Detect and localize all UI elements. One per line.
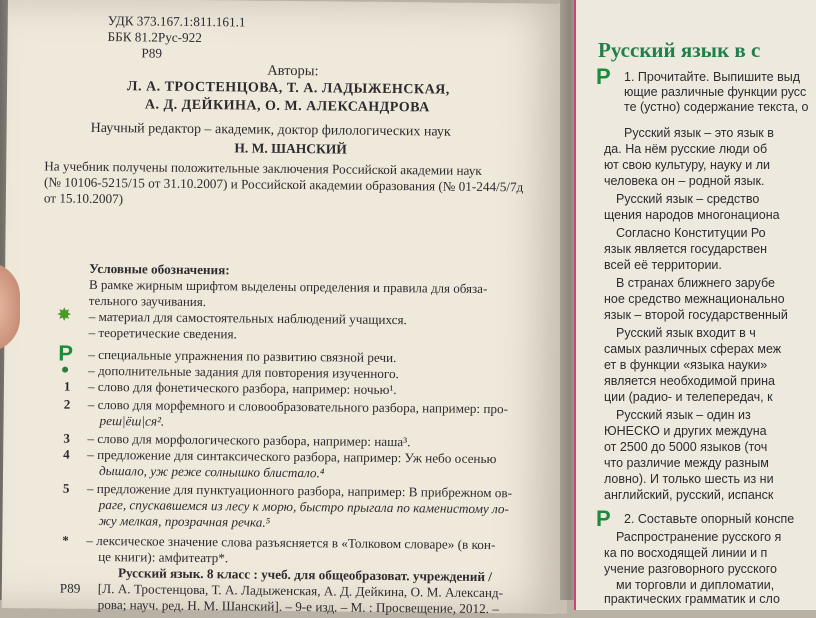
right-page-title: Русский язык в с xyxy=(598,38,761,62)
right-line2-0: 2. Составьте опорный конспе xyxy=(624,512,795,526)
right-line-20: Русский язык – один из xyxy=(616,408,751,422)
legend-item-speech: – специальные упражнения по развитию связной речи. xyxy=(88,346,397,366)
biblio-code: Р89 xyxy=(59,580,81,596)
authors-heading: Авторы: xyxy=(267,62,319,80)
extra-task-dot-icon xyxy=(62,367,68,373)
bbk-line: ББК 81.2Рус-922 xyxy=(107,29,202,46)
right-line-5: ют свою культуру, науку и ли xyxy=(604,158,771,172)
right-line-21: ЮНЕСКО и других междуна xyxy=(604,424,767,438)
right-line2-5: практических грамматик и сло xyxy=(604,592,780,606)
marker-asterisk: * xyxy=(62,532,69,548)
catalog-code: Р89 xyxy=(141,45,163,61)
exercise-2-marker: Р xyxy=(596,506,611,531)
right-line-0: 1. Прочитайте. Выпишите выд xyxy=(624,70,801,84)
speech-exercise-marker: Р xyxy=(58,340,74,366)
right-line-14: язык – второй государственный xyxy=(604,308,788,322)
approval-line-2: (№ 10106-5215/15 от 31.10.2007) и Российской академии образования (№ 01-244/5/7д xyxy=(43,174,524,195)
right-line-22: от 2500 до 5000 языков (точ xyxy=(604,440,768,454)
authors-line-1: Л. А. ТРОСТЕНЦОВА, Т. А. ЛАДЫЖЕНСКАЯ, xyxy=(126,79,450,98)
right-line-18: является необходимой прина xyxy=(604,374,775,388)
right-line-19: ции (радио- и телепередач, к xyxy=(604,390,773,404)
right-line-17: ет в функции «языка науки» xyxy=(604,358,768,372)
right-line2-1: Распространение русского я xyxy=(616,530,782,544)
legend-item-punctuation: – предложение для пунктуационного разбора, например: В прибрежном ов- xyxy=(86,480,513,501)
right-line-12: В странах ближнего зарубе xyxy=(616,276,775,290)
legend-item-morphologic: – слово для морфологического разбора, например: наша³. xyxy=(87,430,411,450)
right-line-11: всей её территории. xyxy=(604,258,722,272)
right-line2-4: ми торговли и дипломатии, xyxy=(616,578,775,592)
right-line-24: ловно). И только шесть из ни xyxy=(604,472,774,486)
editor-name: Н. М. ШАНСКИЙ xyxy=(234,140,347,157)
editor-line: Научный редактор – академик, доктор филологических наук xyxy=(90,120,451,140)
right-line-25: английский, русский, испанск xyxy=(604,488,774,502)
right-line-7: Русский язык – средство xyxy=(616,192,760,206)
right-line-3: Русский язык – это язык в xyxy=(624,126,774,140)
biblio-line-2: [Л. А. Тростенцова, Т. А. Ладыженская, А. Д. Дейкина, О. М. Александ- xyxy=(97,580,504,601)
approval-line-3: от 15.10.2007) xyxy=(43,190,124,207)
legend-item-lexical: – лексическое значение слова разъясняется в «Толковом словаре» (в кон- xyxy=(86,532,496,553)
authors-line-2: А. Д. ДЕЙКИНА, О. М. АЛЕКСАНДРОВА xyxy=(144,97,430,116)
legend-item-observations: – материал для самостоятельных наблюдений учащихся. xyxy=(88,308,407,328)
approval-line-1: На учебник получены положительные заключения Российской академии наук xyxy=(44,158,482,178)
star-marker-icon: ✸ xyxy=(56,304,72,325)
legend-item-review: – дополнительные задания для повторения изученного. xyxy=(88,362,399,382)
udk-line: УДК 373.167.1:811.161.1 xyxy=(107,13,246,30)
right-line-13: ное средство межнационально xyxy=(604,292,785,306)
right-line-4: да. На нём русские люди об xyxy=(604,142,768,156)
right-line-9: Согласно Конституции Ро xyxy=(616,226,766,240)
right-line-1: ющие различные функции русс xyxy=(624,85,807,99)
right-line2-3: учение разговорного русского xyxy=(604,562,777,576)
marker-1: 1 xyxy=(63,378,71,394)
biblio-line-3: рова; науч. ред. Н. М. Шанский]. – 9-е изд. – М. : Просвещение, 2012. – xyxy=(97,596,499,617)
right-line-23: что различие между разным xyxy=(604,456,769,470)
right-line-15: Русский язык входит в ч xyxy=(616,326,756,340)
marker-5: 5 xyxy=(62,480,70,496)
right-line2-2: ка по восходящей линии и п xyxy=(604,546,768,560)
legend-item-theory: – теоретические сведения. xyxy=(88,324,237,342)
exercise-1-marker: Р xyxy=(596,64,611,89)
right-line-6: человека он – родной язык. xyxy=(604,174,765,188)
marker-3: 3 xyxy=(63,430,70,446)
marker-2: 2 xyxy=(63,396,71,412)
legend-item-punctuation-cont-2: жу мелкая, прозрачная речка.⁵ xyxy=(98,512,271,530)
right-line-8: щения народов многонациона xyxy=(604,208,780,222)
legend-item-morphemic-cont: реш|ёш|ся². xyxy=(99,412,165,429)
right-line-16: самых различных сферах меж xyxy=(604,342,782,356)
legend-item-syntactic: – предложение для синтаксического разбора, например: Уж небо осенью xyxy=(87,446,497,467)
legend-item-syntactic-cont: дышало, уж реже солнышко блистало.⁴ xyxy=(98,462,325,481)
legend-intro-2: тельного заучивания. xyxy=(88,292,207,310)
marker-4: 4 xyxy=(63,446,70,462)
legend-heading: Условные обозначения: xyxy=(89,260,230,278)
legend-item-phonetic: – слово для фонетического разбора, например: ночью¹. xyxy=(87,378,397,398)
legend-item-lexical-cont: це книги): амфитеатр*. xyxy=(98,548,229,566)
left-page xyxy=(2,0,573,617)
biblio-line-1: Русский язык. 8 класс : учеб. для общеобразоват. учреждений / xyxy=(117,565,493,585)
right-line-10: язык является государствен xyxy=(604,242,768,256)
legend-item-morphemic: – слово для морфемного и словообразовательного разбора, например: про- xyxy=(87,396,509,417)
legend-item-punctuation-cont-1: раге, спускавшемся из лесу к морю, быстро прыгала по каменистому ло- xyxy=(98,496,510,517)
legend-intro-1: В рамке жирным шрифтом выделены определения и правила для обяза- xyxy=(88,276,488,297)
right-line-2: те (устно) содержание текста, о xyxy=(624,100,809,114)
right-page xyxy=(574,0,816,610)
